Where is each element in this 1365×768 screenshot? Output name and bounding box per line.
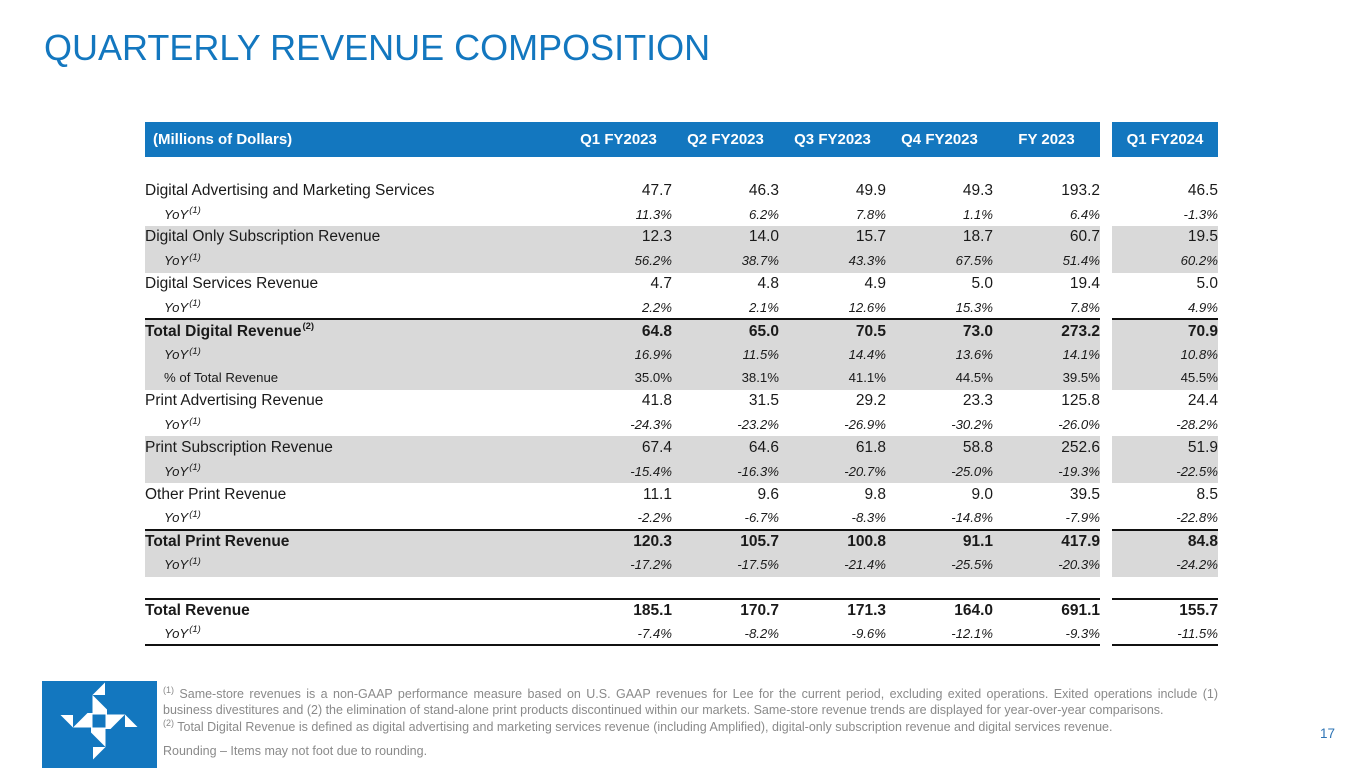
table-row xyxy=(145,366,1218,389)
cell-value: -24.3% xyxy=(630,417,672,433)
column-gap xyxy=(1100,460,1112,483)
cell-value: 51.4% xyxy=(993,249,1100,272)
cell-value: 417.9 xyxy=(993,530,1100,553)
cell-value: 4.9 xyxy=(864,275,886,293)
cell-value: -15.4% xyxy=(565,460,672,483)
row-label: YoY$^{(1)}$ xyxy=(164,415,201,433)
table-header-row xyxy=(145,122,1218,157)
cell-value: -25.0% xyxy=(886,460,993,483)
cell-value: 91.1 xyxy=(886,530,993,553)
column-gap xyxy=(1100,413,1112,436)
cell-value: 14.1% xyxy=(993,343,1100,366)
footnote-ref: (1) xyxy=(189,205,201,217)
cell-value: 19.4 xyxy=(1069,275,1100,293)
cell-value: -1.3% xyxy=(1183,206,1218,222)
row-label: Total Revenue xyxy=(145,599,565,622)
cell-value: -14.8% xyxy=(951,510,993,526)
cell-value: 29.2 xyxy=(855,392,886,410)
table-row xyxy=(145,622,1218,645)
cell-value: 12.6% xyxy=(848,299,886,315)
cell-value: 7.8% xyxy=(855,206,886,222)
cell-value: 5.0 xyxy=(971,275,993,293)
table-row xyxy=(145,179,1218,202)
row-label: Total Digital Revenue$^{(2)}$ xyxy=(145,319,565,342)
column-header-q1fy2023: Q1 FY2023 xyxy=(565,122,672,157)
cell-value: -21.4% xyxy=(779,553,886,576)
cell-value: 11.5% xyxy=(672,343,779,366)
cell-value: 60.2% xyxy=(1112,249,1218,272)
column-gap xyxy=(1100,319,1112,342)
cell-value: 9.0 xyxy=(971,485,993,503)
cell-value: 41.1% xyxy=(779,366,886,389)
cell-value: 31.5 xyxy=(748,392,779,410)
footnote-ref: (1) xyxy=(189,251,201,263)
row-label: YoY$^{(1)}$ xyxy=(145,343,565,366)
row-label: Other Print Revenue xyxy=(145,485,287,503)
footnote-marker: (2) xyxy=(163,717,174,728)
column-gap xyxy=(1100,202,1112,225)
cell-value: 43.3% xyxy=(779,249,886,272)
cell-value: 6.4% xyxy=(1069,206,1100,222)
cell-value: 2.2% xyxy=(641,299,672,315)
cell-value: -17.5% xyxy=(672,553,779,576)
row-label: Print Advertising Revenue xyxy=(145,392,324,410)
cell-value: -25.5% xyxy=(886,553,993,576)
cell-value: 64.6 xyxy=(672,436,779,459)
cell-value: 49.3 xyxy=(962,181,993,199)
cell-value: 61.8 xyxy=(779,436,886,459)
row-label: Digital Only Subscription Revenue xyxy=(145,226,565,249)
footnote-ref: (1) xyxy=(189,298,201,310)
footnote-marker: (1) xyxy=(163,684,174,695)
cell-value: -26.9% xyxy=(844,417,886,433)
cell-value: -24.2% xyxy=(1112,553,1218,576)
revenue-table xyxy=(145,122,1218,646)
cell-value: 120.3 xyxy=(565,530,672,553)
footnote-ref: (1) xyxy=(189,345,201,357)
cell-value: 4.9% xyxy=(1187,299,1218,315)
footnote-ref: (1) xyxy=(189,508,201,520)
table-row xyxy=(145,530,1218,553)
cell-value: 15.7 xyxy=(779,226,886,249)
column-gap xyxy=(1100,390,1112,413)
column-gap xyxy=(1100,483,1112,506)
column-gap xyxy=(1100,122,1112,157)
cell-value: 4.7 xyxy=(650,275,672,293)
column-gap xyxy=(1100,436,1112,459)
cell-value: -6.7% xyxy=(744,510,779,526)
row-label: YoY$^{(1)}$ xyxy=(145,249,565,272)
cell-value: -7.4% xyxy=(565,622,672,645)
cell-value: -7.9% xyxy=(1065,510,1100,526)
cell-value: -22.5% xyxy=(1112,460,1218,483)
cell-value: -8.2% xyxy=(672,622,779,645)
footnote-ref: (2) xyxy=(302,321,315,333)
cell-value: 10.8% xyxy=(1112,343,1218,366)
cell-value: 16.9% xyxy=(565,343,672,366)
cell-value: -20.7% xyxy=(779,460,886,483)
cell-value: 252.6 xyxy=(993,436,1100,459)
table-row xyxy=(145,202,1218,225)
cell-value: -8.3% xyxy=(851,510,886,526)
table-row xyxy=(145,436,1218,459)
cell-value: 6.2% xyxy=(748,206,779,222)
cell-value: 8.5 xyxy=(1196,485,1218,503)
table-gap-row xyxy=(145,577,1218,599)
row-label: Total Print Revenue xyxy=(145,530,565,553)
table-gap-row xyxy=(145,157,1218,179)
table-row xyxy=(145,413,1218,436)
cell-value: -28.2% xyxy=(1176,417,1218,433)
column-gap xyxy=(1100,366,1112,389)
column-gap xyxy=(1100,506,1112,529)
cell-value: 105.7 xyxy=(672,530,779,553)
row-label: YoY$^{(1)}$ xyxy=(145,460,565,483)
cell-value: -26.0% xyxy=(1058,417,1100,433)
cell-value: 39.5 xyxy=(1069,485,1100,503)
table-row xyxy=(145,506,1218,529)
cell-value: 67.4 xyxy=(565,436,672,459)
cell-value: 45.5% xyxy=(1112,366,1218,389)
cell-value: 58.8 xyxy=(886,436,993,459)
row-label: YoY$^{(1)}$ xyxy=(164,508,201,526)
cell-value: 185.1 xyxy=(565,599,672,622)
row-label: Print Subscription Revenue xyxy=(145,436,565,459)
cell-value: 70.5 xyxy=(779,319,886,342)
cell-value: 70.9 xyxy=(1112,319,1218,342)
row-label: YoY$^{(1)}$ xyxy=(145,553,565,576)
cell-value: 56.2% xyxy=(565,249,672,272)
cell-value: -11.5% xyxy=(1112,622,1218,645)
table-row xyxy=(145,599,1218,622)
column-gap xyxy=(1100,226,1112,249)
cell-value: 41.8 xyxy=(641,392,672,410)
cell-value: 39.5% xyxy=(993,366,1100,389)
column-gap xyxy=(1100,622,1112,645)
page-number: 17 xyxy=(1320,726,1336,741)
cell-value: 60.7 xyxy=(993,226,1100,249)
cell-value: 2.1% xyxy=(748,299,779,315)
cell-value: 38.1% xyxy=(672,366,779,389)
cell-value: 84.8 xyxy=(1112,530,1218,553)
column-gap xyxy=(1100,599,1112,622)
column-gap xyxy=(1100,273,1112,296)
row-label: YoY$^{(1)}$ xyxy=(164,205,201,222)
footnote-ref: (1) xyxy=(189,556,201,568)
table-row xyxy=(145,273,1218,296)
cell-value: 51.9 xyxy=(1112,436,1218,459)
column-gap xyxy=(1100,296,1112,319)
cell-value: -9.3% xyxy=(993,622,1100,645)
cell-value: 193.2 xyxy=(1061,181,1100,199)
cell-value: 164.0 xyxy=(886,599,993,622)
cell-value: 35.0% xyxy=(565,366,672,389)
cell-value: 24.4 xyxy=(1187,392,1218,410)
cell-value: -12.1% xyxy=(886,622,993,645)
lee-enterprises-logo-icon xyxy=(42,681,157,768)
cell-value: 12.3 xyxy=(565,226,672,249)
cell-value: 100.8 xyxy=(779,530,886,553)
column-header-fy2023: FY 2023 xyxy=(993,122,1100,157)
cell-value: 65.0 xyxy=(672,319,779,342)
cell-value: 64.8 xyxy=(565,319,672,342)
cell-value: -9.6% xyxy=(779,622,886,645)
cell-value: 11.3% xyxy=(635,206,672,222)
cell-value: -23.2% xyxy=(737,417,779,433)
cell-value: 19.5 xyxy=(1112,226,1218,249)
cell-value: -2.2% xyxy=(637,510,672,526)
footnotes xyxy=(163,686,1218,760)
row-label: Digital Advertising and Marketing Services xyxy=(145,181,435,199)
column-header-q3fy2023: Q3 FY2023 xyxy=(779,122,886,157)
column-header-q2fy2023: Q2 FY2023 xyxy=(672,122,779,157)
cell-value: 46.5 xyxy=(1187,181,1218,199)
footnote-ref: (1) xyxy=(189,415,201,427)
cell-value: -16.3% xyxy=(672,460,779,483)
table-body xyxy=(145,157,1218,645)
row-label: YoY$^{(1)}$ xyxy=(145,622,565,645)
cell-value: 73.0 xyxy=(886,319,993,342)
column-header-q1fy2024: Q1 FY2024 xyxy=(1112,122,1218,157)
cell-value: 23.3 xyxy=(962,392,993,410)
cell-value: 7.8% xyxy=(1069,299,1100,315)
column-gap xyxy=(1100,343,1112,366)
footnote-total-digital: $^{(2)}$ Total Digital Revenue is defined as digital advertising and marketing services revenue (including Amplified), digital-only subscription revenue and digital services revenue. xyxy=(163,717,1113,734)
row-label: YoY$^{(1)}$ xyxy=(164,298,201,315)
footnote-rounding: Rounding – Items may not foot due to rounding. xyxy=(163,744,428,759)
cell-value: 13.6% xyxy=(886,343,993,366)
cell-value: -20.3% xyxy=(993,553,1100,576)
cell-value: -19.3% xyxy=(993,460,1100,483)
footnote-ref: (1) xyxy=(189,624,201,636)
table-row xyxy=(145,319,1218,342)
cell-value: 14.0 xyxy=(672,226,779,249)
cell-value: 4.8 xyxy=(757,275,779,293)
cell-value: 9.8 xyxy=(864,485,886,503)
cell-value: 49.9 xyxy=(855,181,886,199)
cell-value: 46.3 xyxy=(748,181,779,199)
cell-value: 15.3% xyxy=(955,299,993,315)
unit-label-header: (Millions of Dollars) xyxy=(145,122,565,157)
footnote-same-store: $^{(1)}$ Same-store revenues is a non-GAAP performance measure based on U.S. GAAP revenues for Lee for the current period, excluding exited operations. Exited operations include (1) business divestitures and (2) the elimination of stand-alone print products discontinued within our markets. Same-store revenue trends are displayed for year-over-year comparisons. xyxy=(163,684,1218,718)
table-row xyxy=(145,553,1218,576)
cell-value: 14.4% xyxy=(779,343,886,366)
cell-value: 125.8 xyxy=(1061,392,1100,410)
row-label: Digital Services Revenue xyxy=(145,275,319,293)
table-row xyxy=(145,483,1218,506)
cell-value: 11.1 xyxy=(642,485,672,503)
cell-value: 47.7 xyxy=(641,181,672,199)
page-title: QUARTERLY REVENUE COMPOSITION xyxy=(44,27,711,68)
cell-value: -22.8% xyxy=(1176,510,1218,526)
column-gap xyxy=(1100,530,1112,553)
column-gap xyxy=(1100,553,1112,576)
column-gap xyxy=(1100,179,1112,202)
table-row xyxy=(145,296,1218,319)
cell-value: 691.1 xyxy=(993,599,1100,622)
column-gap xyxy=(1100,249,1112,272)
cell-value: 5.0 xyxy=(1196,275,1218,293)
cell-value: 1.1% xyxy=(962,206,993,222)
cell-value: 171.3 xyxy=(779,599,886,622)
cell-value: 9.6 xyxy=(757,485,779,503)
table-row xyxy=(145,226,1218,249)
row-label: % of Total Revenue xyxy=(145,366,565,389)
table-row xyxy=(145,343,1218,366)
cell-value: 155.7 xyxy=(1112,599,1218,622)
cell-value: 44.5% xyxy=(886,366,993,389)
cell-value: 273.2 xyxy=(993,319,1100,342)
table-row xyxy=(145,460,1218,483)
cell-value: 18.7 xyxy=(886,226,993,249)
cell-value: 67.5% xyxy=(886,249,993,272)
cell-value: 170.7 xyxy=(672,599,779,622)
column-header-q4fy2023: Q4 FY2023 xyxy=(886,122,993,157)
cell-value: 38.7% xyxy=(672,249,779,272)
footnote-ref: (1) xyxy=(189,462,201,474)
cell-value: -17.2% xyxy=(565,553,672,576)
cell-value: -30.2% xyxy=(951,417,993,433)
table-row xyxy=(145,390,1218,413)
table-row xyxy=(145,249,1218,272)
